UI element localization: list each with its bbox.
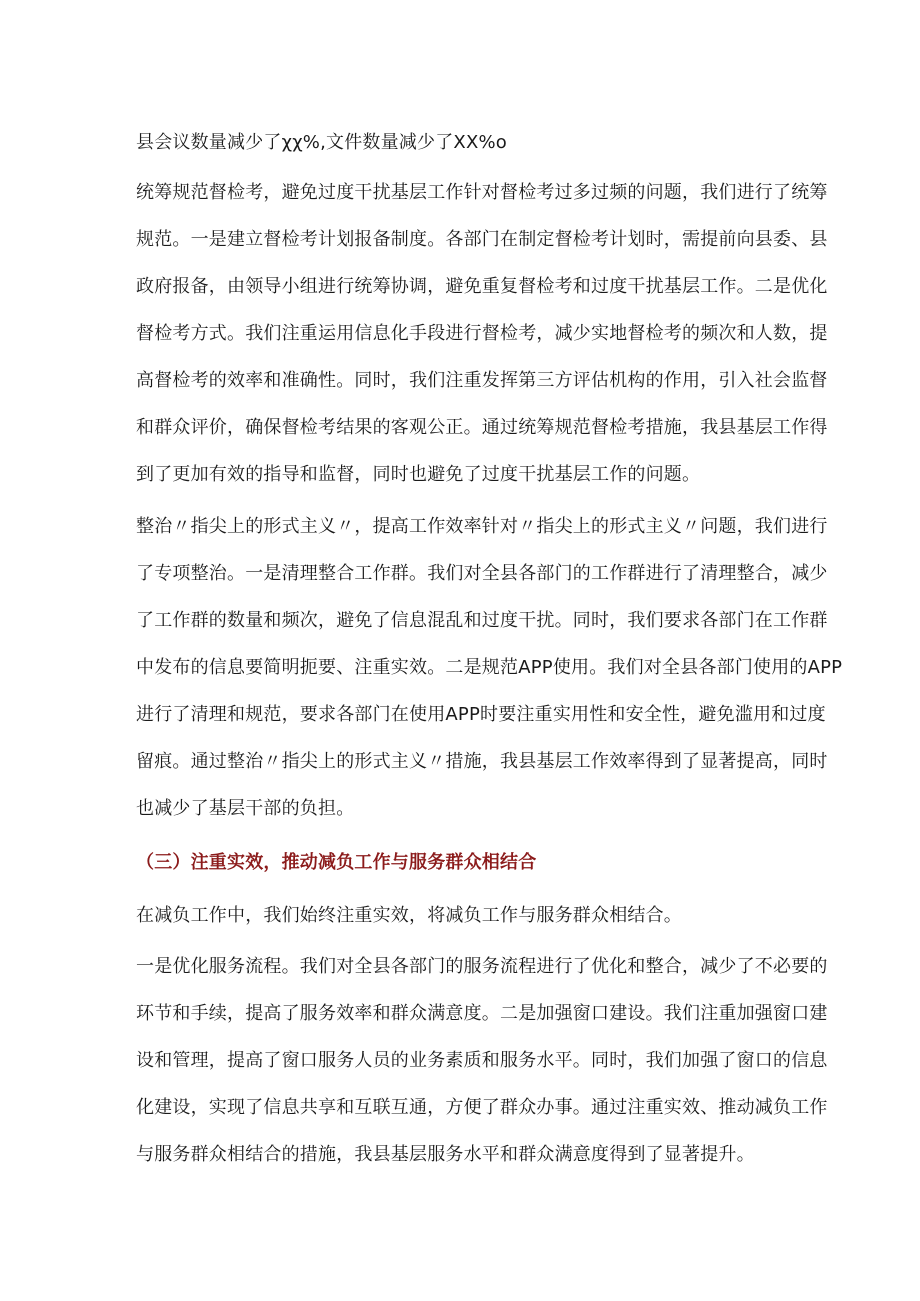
paragraph-line: 也减少了基层干部的负担。 (136, 798, 355, 819)
paragraph-line: 了专项整治。一是清理整合工作群。我们对全县各部门的工作群进行了清理整合，减少 (136, 563, 828, 584)
paragraph-line: 督检考方式。我们注重运用信息化手段进行督检考，减少实地督检考的频次和人数，提 (136, 323, 828, 344)
paragraph-line: 了工作群的数量和频次，避免了信息混乱和过度干扰。同时，我们要求各部门在工作群 (136, 610, 828, 631)
paragraph-line: 留痕。通过整治〃指尖上的形式主义〃措施，我县基层工作效率得到了显著提高，同时 (136, 751, 828, 772)
paragraph-line: 高督检考的效率和准确性。同时，我们注重发挥第三方评估机构的作用，引入社会监督 (136, 370, 828, 391)
paragraph-line: 统筹规范督检考，避免过度干扰基层工作针对督检考过多过频的问题，我们进行了统筹 (136, 182, 828, 203)
paragraph-line: 与服务群众相结合的措施，我县基层服务水平和群众满意度得到了显著提升。 (136, 1144, 755, 1165)
paragraph-line: 进行了清理和规范，要求各部门在使用APP时要注重实用性和安全性，避免滥用和过度 (136, 704, 826, 725)
paragraph-line: 中发布的信息要简明扼要、注重实效。二是规范APP使用。我们对全县各部门使用的APP (136, 657, 843, 678)
paragraph-line: 规范。一是建立督检考计划报备制度。各部门在制定督检考计划时，需提前向县委、县 (136, 229, 828, 250)
paragraph-line: 和群众评价，确保督检考结果的客观公正。通过统筹规范督检考措施，我县基层工作得 (136, 417, 828, 438)
paragraph-line: 环节和手续，提高了服务效率和群众满意度。二是加强窗口建设。我们注重加强窗口建 (136, 1003, 828, 1024)
paragraph-line: 到了更加有效的指导和监督，同时也避免了过度干扰基层工作的问题。 (136, 464, 701, 485)
paragraph-line: 设和管理，提高了窗口服务人员的业务素质和服务水平。同时，我们加强了窗口的信息 (136, 1050, 828, 1071)
paragraph-line: 在减负工作中，我们始终注重实效，将减负工作与服务群众相结合。 (136, 905, 682, 926)
paragraph-line: 县会议数量减少了χχ%,文件数量减少了XX%o (136, 132, 507, 153)
paragraph-line: 一是优化服务流程。我们对全县各部门的服务流程进行了优化和整合，减少了不必要的 (136, 956, 828, 977)
paragraph-line: 整治〃指尖上的形式主义〃，提高工作效率针对〃指尖上的形式主义〃问题，我们进行 (136, 516, 828, 537)
section-heading: （三）注重实效，推动减负工作与服务群众相结合 (136, 852, 537, 873)
paragraph-line: 政府报备，由领导小组进行统筹协调，避免重复督检考和过度干扰基层工作。二是优化 (136, 276, 828, 297)
paragraph-line: 化建设，实现了信息共享和互联互通，方便了群众办事。通过注重实效、推动减负工作 (136, 1097, 828, 1118)
